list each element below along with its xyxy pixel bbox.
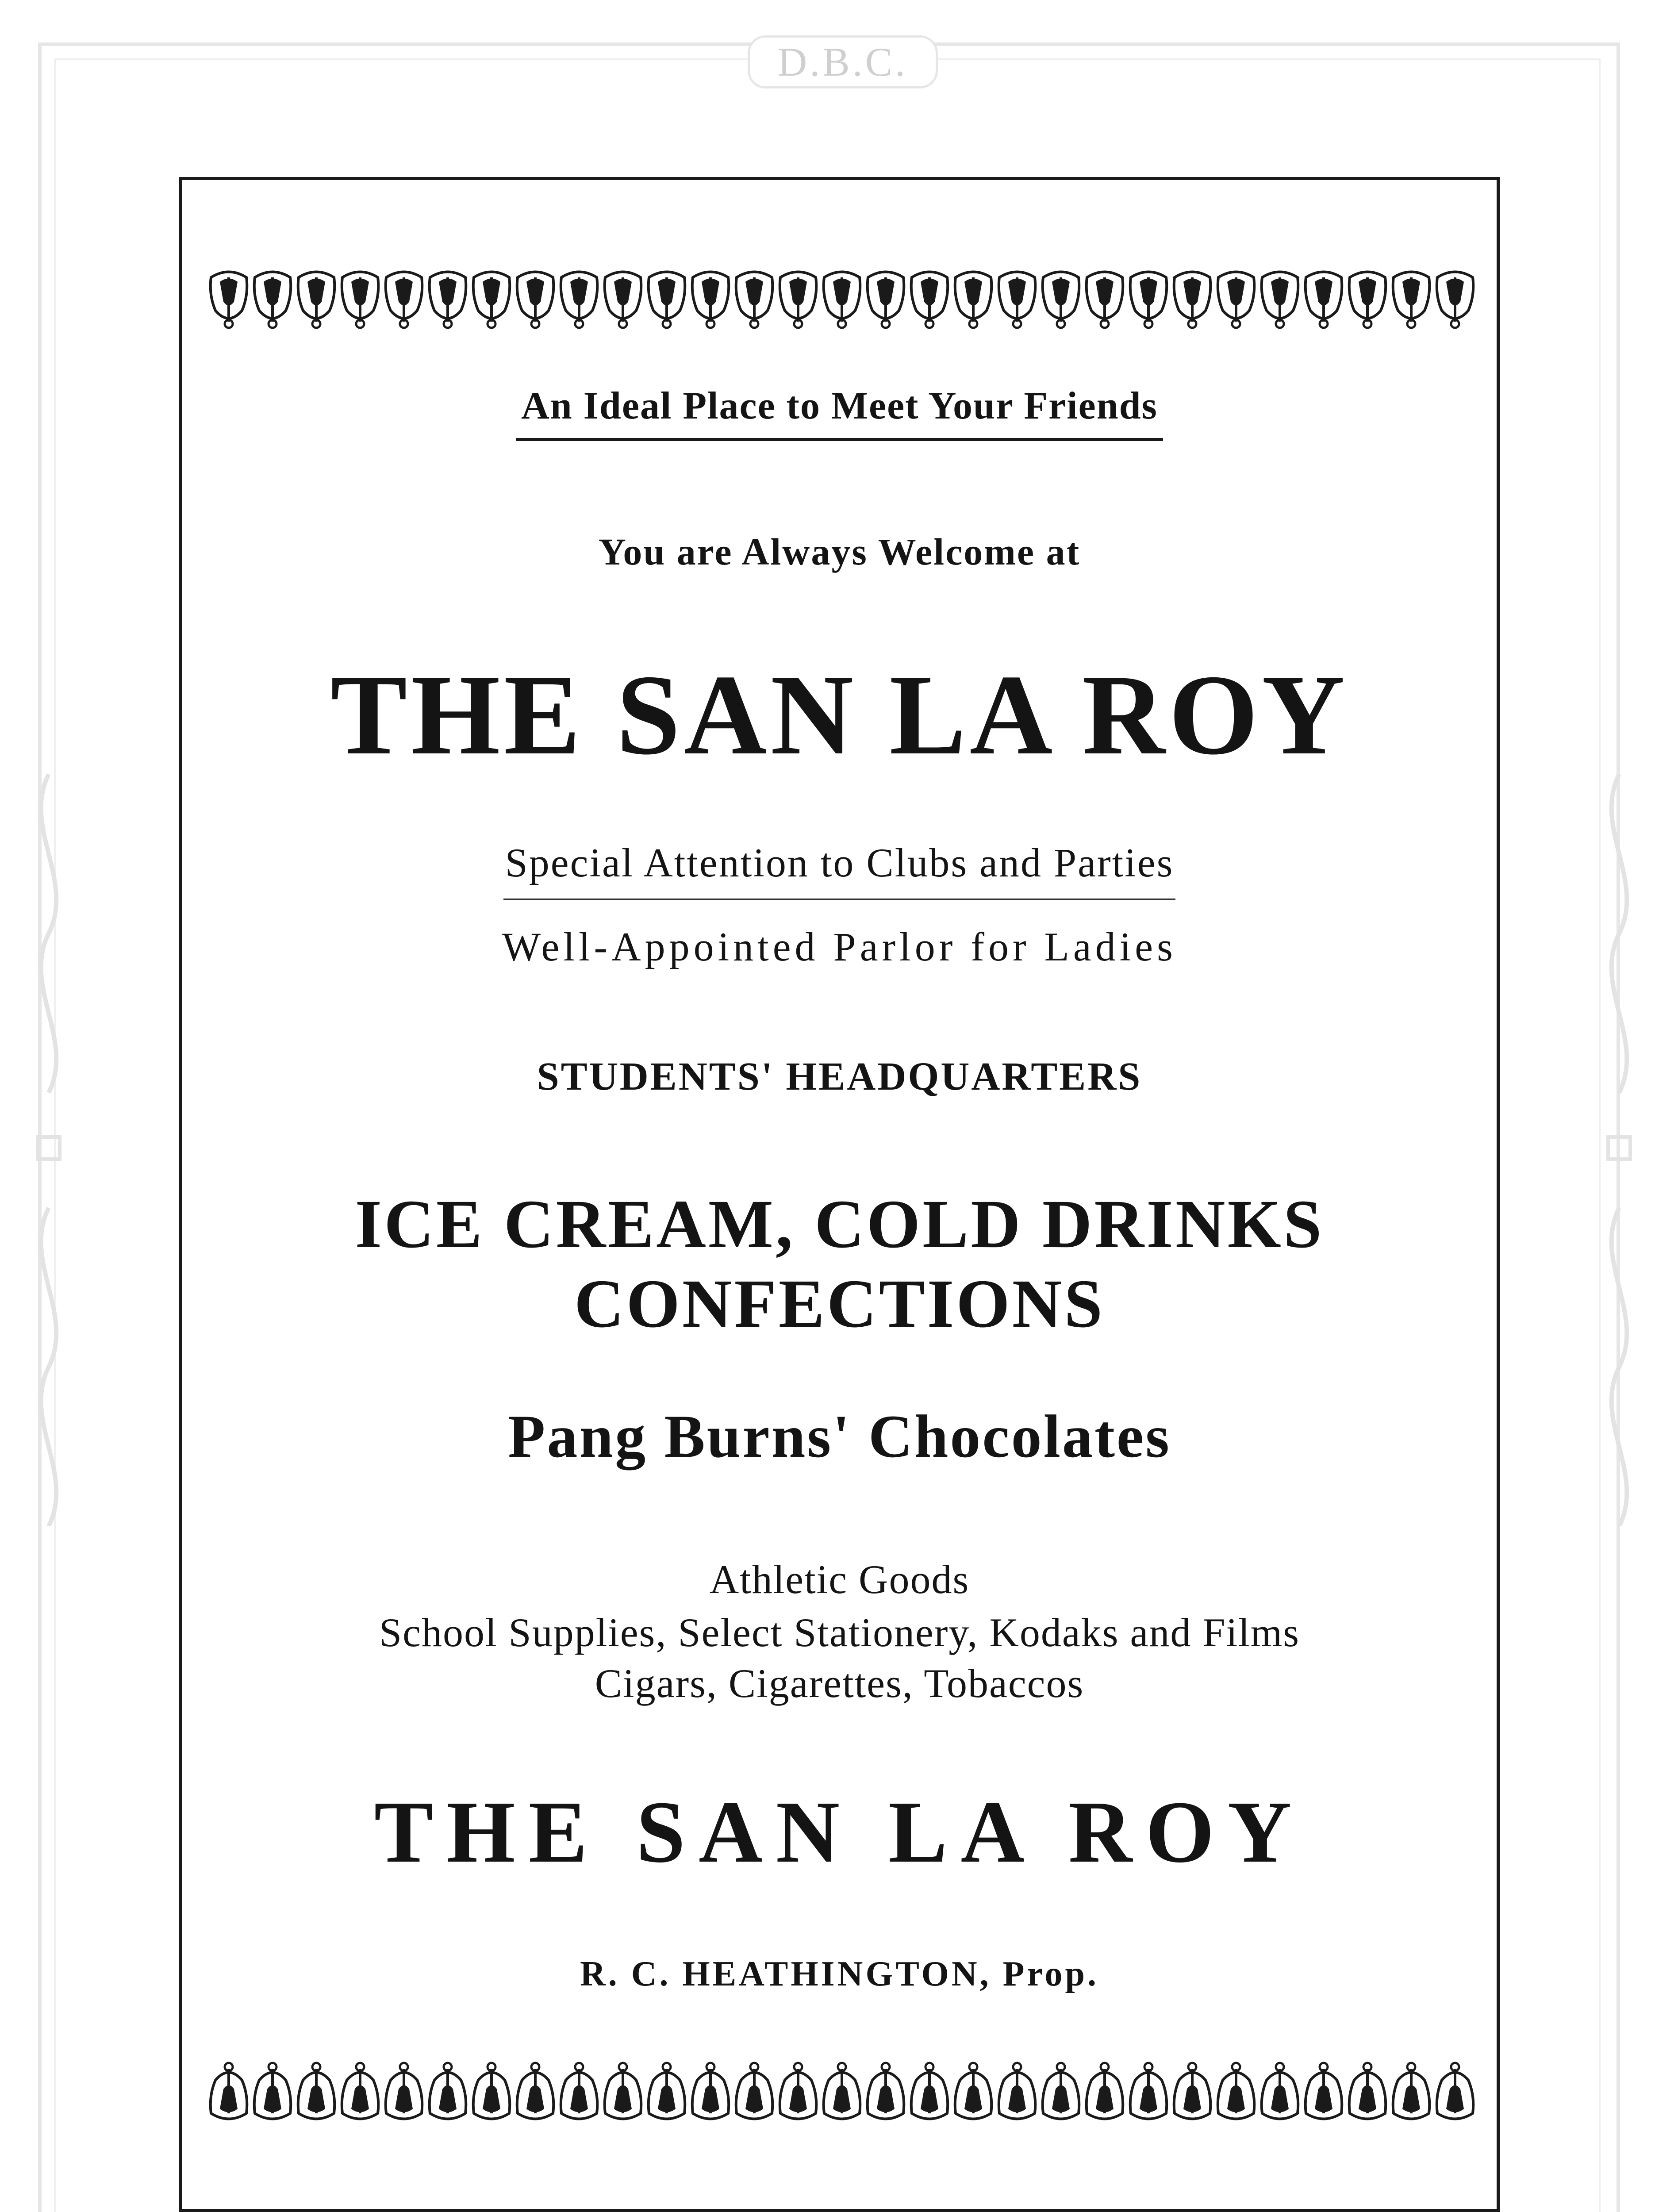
left-side-ornament xyxy=(18,774,80,1526)
clubs-parties-line: Special Attention to Clubs and Parties xyxy=(182,839,1497,900)
students-headquarters: STUDENTS' HEADQUARTERS xyxy=(537,1055,1142,1098)
goods-line-2: School Supplies, Select Stationery, Kodaks and Films xyxy=(379,1610,1300,1655)
header-plaque-text: D.B.C. xyxy=(777,39,908,84)
parlor-line: Well-Appointed Parlor for Ladies xyxy=(502,924,1177,969)
products-line-2: CONFECTIONS xyxy=(574,1265,1105,1342)
chocolates-line: Pang Burns' Chocolates xyxy=(508,1402,1171,1470)
proprietor: R. C. HEATHINGTON, Prop. xyxy=(580,1955,1099,1993)
business-name-repeat: THE SAN LA ROY xyxy=(374,1783,1305,1881)
goods-line-3: Cigars, Cigarettes, Tobaccos xyxy=(595,1661,1084,1706)
advertisement xyxy=(179,177,1500,2212)
welcome-line: You are Always Welcome at xyxy=(598,530,1081,573)
business-name: THE SAN LA ROY xyxy=(330,651,1348,779)
header-plaque xyxy=(748,35,938,88)
goods-line-1: Athletic Goods xyxy=(709,1557,970,1602)
tagline: An Ideal Place to Meet Your Friends xyxy=(182,384,1497,441)
right-side-ornament xyxy=(1588,774,1650,1526)
products-line-1: ICE CREAM, COLD DRINKS xyxy=(355,1186,1324,1262)
top-ornament-border xyxy=(207,269,1476,330)
bottom-ornament-border xyxy=(207,2060,1476,2122)
